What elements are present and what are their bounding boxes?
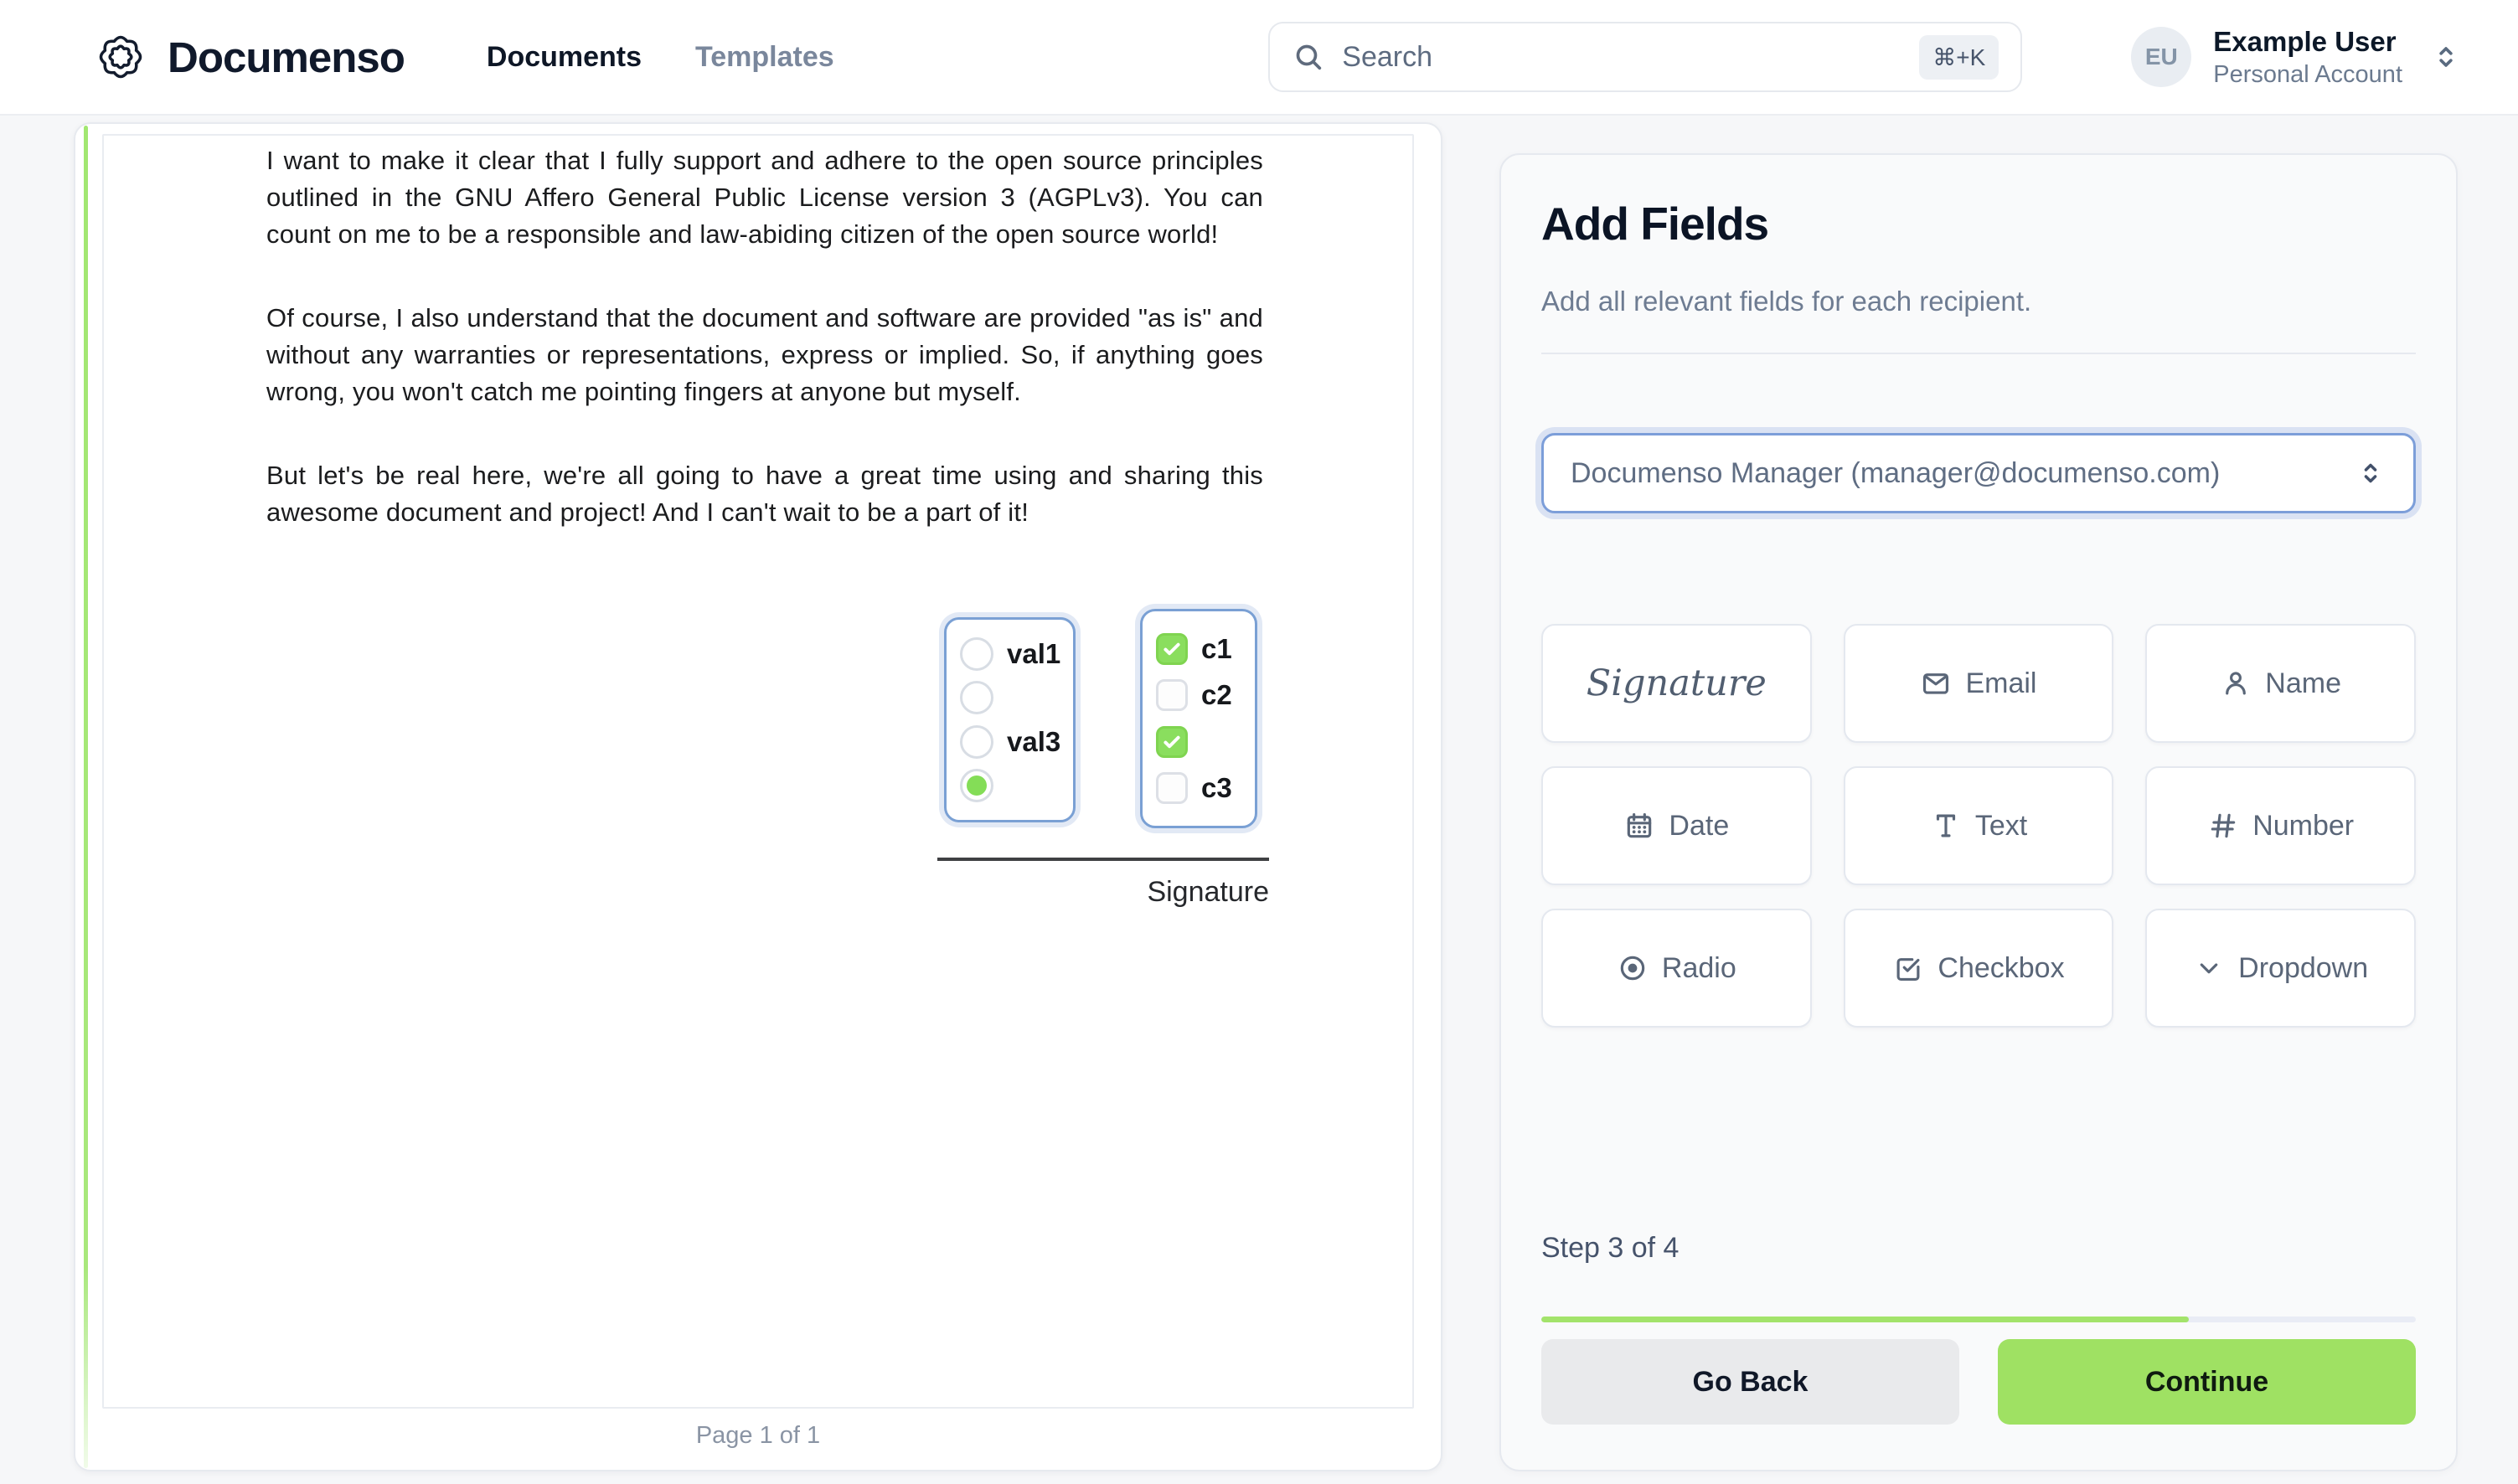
chevron-down-icon — [2193, 952, 2225, 984]
nav-item-documents[interactable]: Documents — [486, 40, 642, 73]
step-progress-bar — [1541, 1317, 2416, 1322]
go-back-button[interactable]: Go Back — [1541, 1339, 1959, 1425]
chevrons-up-down-icon — [2355, 457, 2386, 489]
document-page — [102, 134, 1414, 1409]
document-paragraph: I want to make it clear that I fully support and adhere to the open source principles outlined in the GNU Affero General Public License version 3 (AGPLv3). You can count on me to be a responsible and law-abiding citizen of the open source world! — [266, 146, 1263, 249]
step-indicator: Step 3 of 4 — [1541, 1232, 1680, 1264]
field-button-signature[interactable] — [1541, 624, 1812, 743]
text-icon — [1930, 810, 1962, 842]
signature-line — [937, 858, 1269, 861]
document-paragraph: But let's be real here, we're all going to have a great time using and sharing this awesome document and project! And I can't wait to be a part of it! — [266, 461, 1263, 527]
panel-subtitle: Add all relevant fields for each recipient. — [1541, 286, 2032, 317]
search-shortcut-badge: ⌘+K — [1919, 35, 1999, 80]
account-type: Personal Account — [2213, 60, 2402, 88]
document-paragraph: Of course, I also understand that the document and software are provided "as is" and without any warranties or representations, express or implied. So, if anything goes wrong, you won't catch me pointing fingers at anyone but myself. — [266, 303, 1263, 406]
divider — [1541, 353, 2416, 354]
signature-script-label: Signature — [1586, 662, 1767, 704]
checkbox-option[interactable]: c3 — [1156, 772, 1255, 804]
panel-footer — [1541, 1232, 2416, 1425]
radio-option[interactable]: val3 — [960, 725, 1073, 759]
checkbox-input — [1156, 633, 1188, 665]
checkbox-input — [1156, 679, 1188, 711]
brand-name: Documenso — [168, 33, 405, 81]
checkbox-option[interactable]: c2 — [1156, 679, 1255, 711]
step-progress-fill — [1541, 1317, 2189, 1322]
check-icon — [1160, 637, 1184, 661]
user-icon — [2220, 667, 2252, 699]
checkbox-field-group — [1140, 609, 1257, 828]
radio-input — [960, 681, 993, 714]
radio-icon — [1617, 952, 1649, 984]
checkbox-input — [1156, 772, 1188, 804]
avatar: EU — [2131, 27, 2191, 87]
card-accent-border — [84, 126, 88, 1468]
checkbox-input — [1156, 726, 1188, 758]
documenso-logo-icon — [94, 30, 147, 84]
field-button-text[interactable]: Text — [1844, 766, 2114, 885]
panel-title: Add Fields — [1541, 198, 1769, 250]
chevrons-up-down-icon — [2429, 40, 2463, 74]
calendar-icon — [1623, 810, 1655, 842]
field-button-checkbox[interactable]: Checkbox — [1844, 909, 2114, 1028]
nav-item-templates[interactable]: Templates — [695, 40, 834, 73]
account-menu[interactable] — [2131, 24, 2463, 90]
add-fields-panel — [1499, 153, 2458, 1471]
hash-icon — [2207, 810, 2239, 842]
checkbox-icon — [1892, 952, 1924, 984]
main-nav — [487, 41, 834, 74]
recipient-selector[interactable] — [1541, 433, 2416, 513]
signature-label: Signature — [1147, 876, 1269, 908]
radio-field-group — [944, 617, 1076, 822]
radio-option[interactable] — [960, 681, 1073, 714]
radio-option[interactable]: val1 — [960, 637, 1073, 671]
radio-input — [960, 725, 993, 759]
checkbox-option-checked[interactable] — [1156, 726, 1255, 758]
main-content — [0, 116, 2518, 1484]
recipient-selected-value: Documenso Manager (manager@documenso.com) — [1571, 456, 2221, 489]
field-button-radio[interactable]: Radio — [1541, 909, 1812, 1028]
radio-input — [960, 769, 993, 802]
field-button-date[interactable]: Date — [1541, 766, 1812, 885]
page-indicator: Page 1 of 1 — [695, 1422, 821, 1449]
checkbox-option-checked[interactable]: c1 — [1156, 633, 1255, 665]
envelope-icon — [1920, 667, 1952, 699]
radio-input — [960, 637, 993, 671]
field-button-email[interactable]: Email — [1844, 624, 2114, 743]
account-name: Example User — [2213, 26, 2397, 58]
field-buttons-grid — [1541, 624, 2416, 1028]
brand-logo[interactable] — [94, 30, 405, 84]
search-placeholder: Search — [1342, 40, 1433, 73]
field-button-dropdown[interactable]: Dropdown — [2145, 909, 2416, 1028]
search-icon — [1292, 40, 1325, 74]
continue-button[interactable]: Continue — [1998, 1339, 2416, 1425]
field-button-name[interactable]: Name — [2145, 624, 2416, 743]
document-card — [74, 122, 1442, 1471]
check-icon — [1160, 730, 1184, 754]
field-button-number[interactable]: Number — [2145, 766, 2416, 885]
radio-option-selected[interactable] — [960, 769, 1073, 802]
top-navbar — [0, 0, 2518, 116]
search-input[interactable] — [1268, 22, 2022, 92]
